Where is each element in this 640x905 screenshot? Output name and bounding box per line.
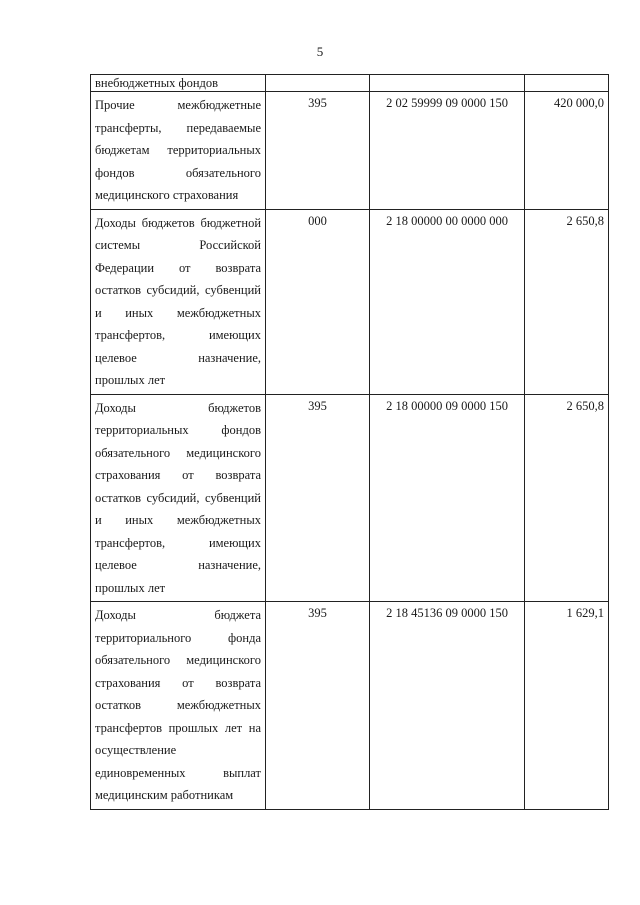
amount-cell: 2 650,8 — [525, 394, 609, 602]
income-name-line: трансферты, передаваемые — [95, 120, 261, 135]
income-name-line: на осуществление — [95, 720, 262, 757]
income-name-line: территориальных фондов — [95, 423, 261, 437]
income-name-line: фондов обязательного — [95, 165, 261, 180]
page-number: 5 — [316, 44, 324, 59]
income-name-line: медицинским работникам — [95, 788, 234, 802]
income-name-line: межбюджетных — [176, 513, 261, 527]
budget-classification-code-cell: 2 18 45136 09 0000 150 — [370, 602, 525, 810]
income-name-line: Доходы бюджетов — [95, 400, 261, 415]
income-name-cell — [91, 602, 266, 810]
income-name-line: возврата остатков субсидий, — [95, 260, 261, 297]
income-name-line: прошлых лет — [95, 580, 166, 595]
amount-cell: 2 650,8 — [525, 209, 609, 394]
admin-code-cell: 395 — [266, 92, 370, 210]
budget-classification-code-cell — [370, 75, 525, 92]
income-name-cell — [91, 92, 266, 210]
table-row — [91, 394, 609, 602]
income-name-line: обязательного медицинского — [95, 445, 261, 460]
budget-table-body — [91, 75, 609, 810]
income-name-line: территориального фонда — [95, 630, 261, 645]
admin-code-cell — [266, 75, 370, 92]
income-name-cell — [91, 75, 266, 92]
income-name-line: целевое назначение, — [95, 350, 261, 365]
income-name-line: Российской Федерации от — [95, 238, 261, 275]
income-name-line: межбюджетных — [176, 305, 261, 320]
amount-cell: 420 000,0 — [525, 92, 609, 210]
income-name-line: трансфертов, имеющих — [95, 535, 261, 550]
table-row — [91, 92, 609, 210]
income-name-line: внебюджетных фондов — [95, 76, 219, 90]
income-name-line: остатков субсидий, — [95, 490, 200, 505]
admin-code-cell: 000 — [266, 209, 370, 394]
table-row — [91, 75, 609, 92]
income-name-line: обязательного медицинского — [95, 653, 261, 667]
income-name-line: Прочие межбюджетные — [95, 98, 261, 112]
amount-cell — [525, 75, 609, 92]
income-name-line: Доходы бюджетов — [95, 215, 195, 230]
admin-code-cell: 395 — [266, 394, 370, 602]
income-name-line: трансфертов прошлых лет — [95, 720, 243, 735]
income-name-line: прошлых лет — [95, 373, 166, 387]
table-row — [91, 209, 609, 394]
income-name-line: бюджетной системы — [95, 215, 262, 252]
income-name-line: Доходы бюджета — [95, 608, 261, 622]
income-name-line: остатков межбюджетных — [95, 698, 261, 712]
income-name-line: трансфертов, имеющих — [95, 328, 261, 342]
income-name-line: субвенций и иных — [95, 283, 261, 320]
income-name-line: субвенций и иных — [95, 490, 261, 527]
budget-table — [90, 74, 609, 810]
budget-classification-code-cell: 2 18 00000 00 0000 000 — [370, 209, 525, 394]
table-row — [91, 602, 609, 810]
amount-cell: 1 629,1 — [525, 602, 609, 810]
income-name-line: единовременных выплат — [95, 765, 261, 780]
income-name-cell — [91, 394, 266, 602]
income-name-line: страхования от возврата — [95, 468, 261, 482]
income-name-line: страхования от возврата — [95, 675, 261, 690]
income-name-line: бюджетам территориальных — [95, 143, 261, 157]
budget-classification-code-cell: 2 02 59999 09 0000 150 — [370, 92, 525, 210]
admin-code-cell: 395 — [266, 602, 370, 810]
budget-classification-code-cell: 2 18 00000 09 0000 150 — [370, 394, 525, 602]
income-name-line: медицинского страхования — [95, 188, 239, 202]
income-name-cell — [91, 209, 266, 394]
income-name-line: целевое назначение, — [95, 558, 261, 572]
